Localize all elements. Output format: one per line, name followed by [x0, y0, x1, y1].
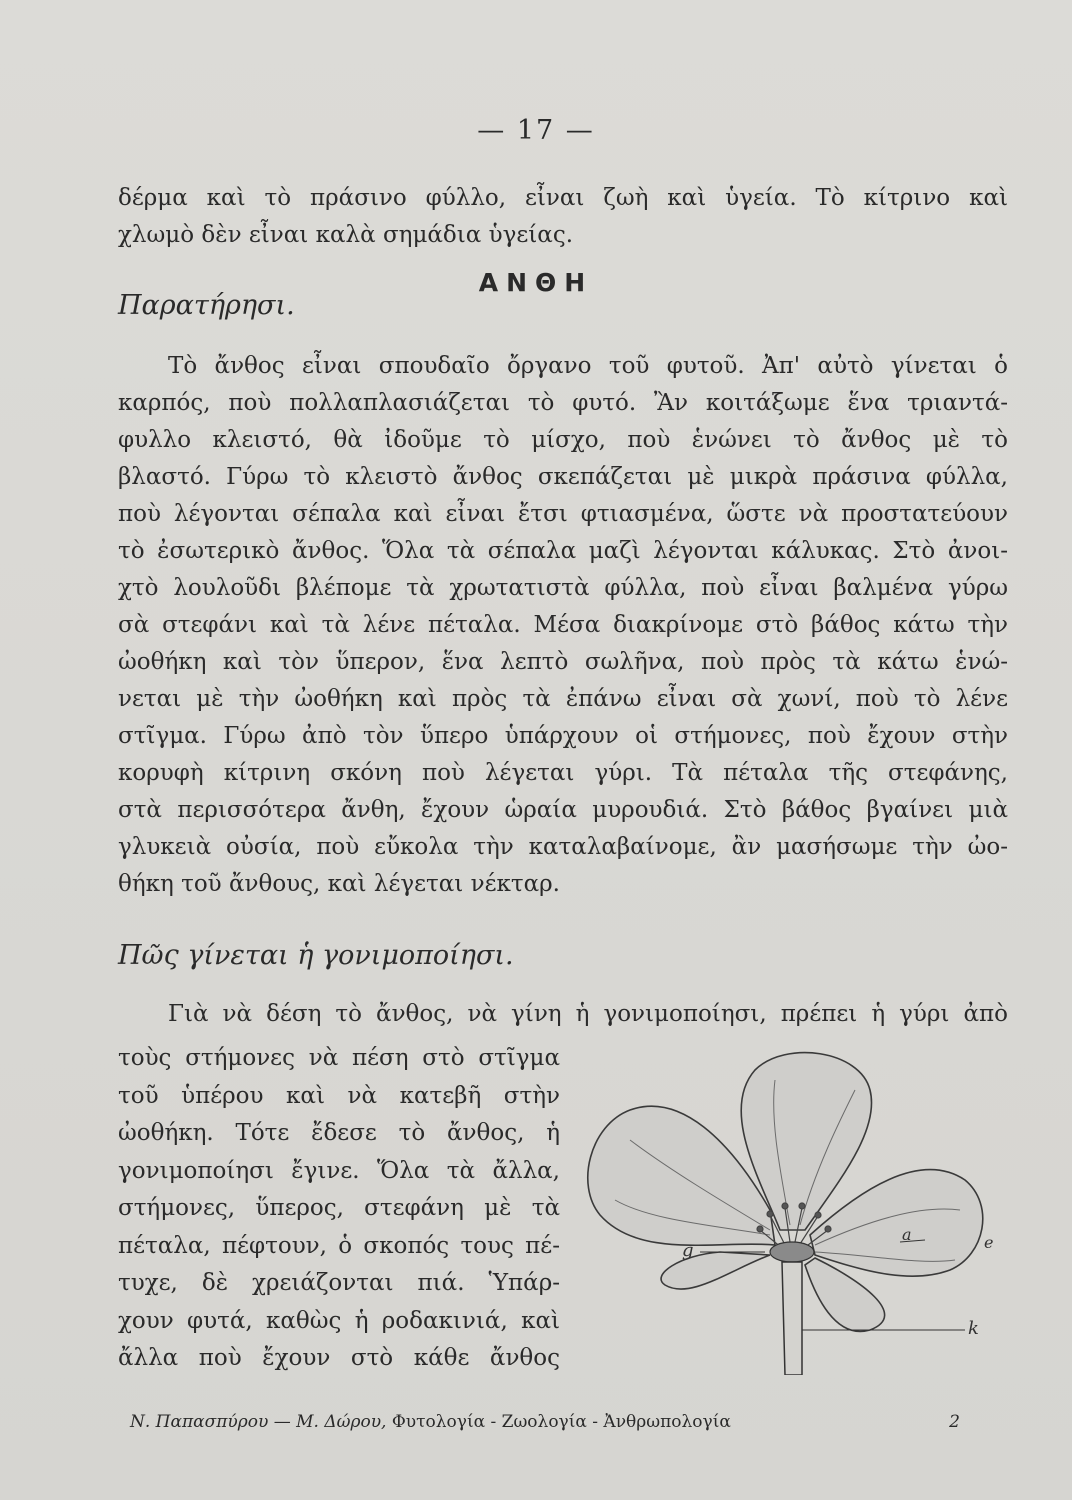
text-line: νεται μὲ τὴν ὠοθήκη καὶ πρὸς τὰ ἐπάνω εἶναι σὰ χωνί, ποὺ τὸ λένε — [118, 686, 1008, 712]
text-line: τοῦ ὑπέρου καὶ νὰ κατεβῆ στὴν — [118, 1082, 560, 1109]
text-line: τυχε, δὲ χρειάζονται πιά. Ὑπάρ- — [118, 1270, 560, 1296]
text-line: χλωμὸ δὲν εἶναι καλὰ σημάδια ὑγείας. — [118, 222, 574, 248]
text-line: γονιμοποίησι ἔγινε. Ὅλα τὰ ἄλλα, — [118, 1157, 560, 1184]
footer — [130, 1412, 960, 1432]
text-line: χουν φυτά, καθὼς ἡ ροδακινιά, καὶ — [118, 1307, 560, 1334]
text-line: βλαστό. Γύρω τὸ κλειστὸ ἄνθος σκεπάζεται μὲ μικρὰ πράσινα φύλλα, — [118, 464, 1008, 490]
text-line: καρπός, ποὺ πολλαπλασιάζεται τὸ φυτό. Ἂν κοιτάξωμε ἕνα τριαντά- — [118, 390, 1008, 416]
text-line: χτὸ λουλοῦδι βλέπομε τὰ χρωτατιστὰ φύλλα, ποὺ εἶναι βαλμένα γύρω — [118, 575, 1008, 601]
text-line: στὰ περισσότερα ἄνθη, ἔχουν ὡραία μυρουδιά. Στὸ βάθος βγαίνει μιὰ — [118, 797, 1008, 823]
section-heading: ΑΝΘΗ — [478, 268, 594, 297]
text-line: κορυφὴ κίτρινη σκόνη ποὺ λέγεται γύρι. Τὰ πέταλα τῆς στεφάνης, — [118, 760, 1008, 786]
text-line: σὰ στεφάνι καὶ τὰ λένε πέταλα. Μέσα διακρίνομε στὸ βάθος κάτω τὴν — [118, 612, 1008, 638]
subheading-fertilization: Πῶς γίνεται ἡ γονιμοποίησι. — [118, 940, 514, 971]
figure-label-e: e — [984, 1233, 994, 1252]
text-line: ποὺ λέγονται σέπαλα καὶ εἶναι ἔτσι φτιασμένα, ὥστε νὰ προστατεύουν — [118, 501, 1008, 527]
text-line: δέρμα καὶ τὸ πράσινο φύλλο, εἶναι ζωὴ καὶ ὑγεία. Τὸ κίτρινο καὶ — [118, 185, 1008, 211]
text-line: στήμονες, ὕπερος, στεφάνη μὲ τὰ — [118, 1195, 560, 1221]
page-number: — 17 — — [477, 115, 595, 146]
text-line: ἄλλα ποὺ ἔχουν στὸ κάθε ἄνθος — [118, 1345, 560, 1371]
text-line: φυλλο κλειστό, θὰ ἰδοῦμε τὸ μίσχο, ποὺ ἑνώνει τὸ ἄνθος μὲ τὸ — [118, 427, 1008, 453]
text-line: πέταλα, πέφτουν, ὁ σκοπός τους πέ- — [118, 1232, 560, 1259]
paragraph-flowers — [118, 348, 1008, 903]
paragraph-fertilization-wrapped — [118, 1040, 560, 1378]
stem — [782, 1262, 802, 1375]
flower-illustration — [570, 1030, 1000, 1375]
text-line: τὸ ἐσωτερικὸ ἄνθος. Ὅλα τὰ σέπαλα μαζὶ λέγονται κάλυκας. Στὸ ἀνοι- — [118, 538, 1008, 564]
footer-subjects: Φυτολογία - Ζωολογία - Ἀνθρωπολογία — [391, 1412, 731, 1432]
intro-text — [118, 180, 1008, 254]
paragraph-fertilization-first-line — [118, 996, 1008, 1033]
subheading-observation: Παρατήρησι. — [118, 290, 295, 321]
text-line: ὠοθήκη. Τότε ἔδεσε τὸ ἄνθος, ἡ — [118, 1120, 560, 1146]
footer-sheet-number: 2 — [949, 1412, 960, 1432]
figure-label-k: k — [968, 1318, 979, 1339]
figure-label-g: g — [682, 1240, 694, 1261]
text-line: γλυκειὰ οὐσία, ποὺ εὔκολα τὴν καταλαβαίνομε, ἂν μασήσωμε τὴν ὠο- — [118, 834, 1008, 860]
figure-label-a: a — [902, 1225, 912, 1244]
text-line: στῖγμα. Γύρω ἀπὸ τὸν ὕπερο ὑπάρχουν οἱ στήμονες, ποὺ ἔχουν στὴν — [118, 723, 1008, 749]
text-line: Τὸ ἄνθος εἶναι σπουδαῖο ὄργανο τοῦ φυτοῦ. Ἀπ' αὐτὸ γίνεται ὁ — [168, 353, 1008, 379]
text-line: ὠοθήκη καὶ τὸν ὕπερον, ἕνα λεπτὸ σωλῆνα, ποὺ πρὸς τὰ κάτω ἑνώ- — [118, 649, 1008, 675]
text-line: Γιὰ νὰ δέση τὸ ἄνθος, νὰ γίνη ἡ γονιμοποίησι, πρέπει ἡ γύρι ἀπὸ — [168, 1001, 1008, 1027]
petal-bottom-left — [661, 1252, 770, 1289]
footer-authors: Ν. Παπασπύρου — Μ. Δώρου, — [130, 1412, 387, 1432]
text-line: τοὺς στήμονες νὰ πέση στὸ στῖγμα — [118, 1045, 560, 1071]
text-line: θήκη τοῦ ἄνθους, καὶ λέγεται νέκταρ. — [118, 871, 560, 897]
